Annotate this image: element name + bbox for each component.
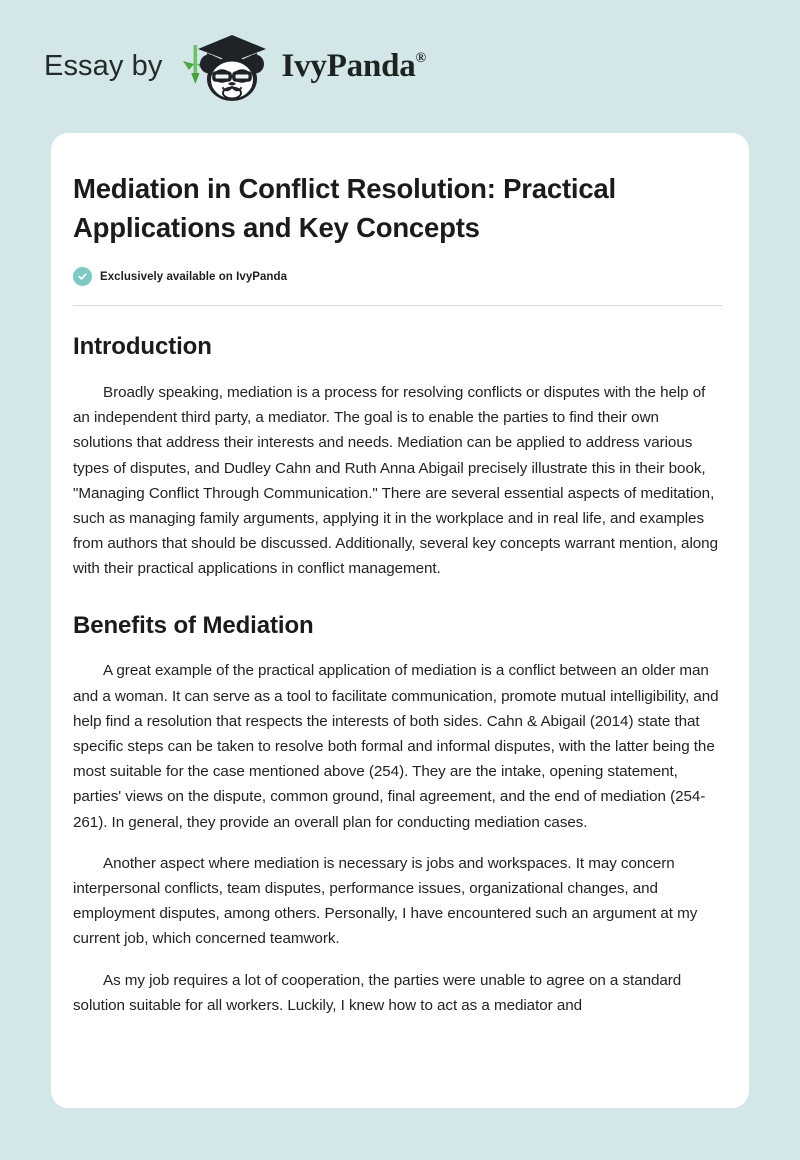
brand-wordmark — [281, 50, 425, 83]
brand-name-text: IvyPanda — [281, 48, 416, 84]
check-circle-icon — [73, 267, 92, 286]
panda-graduate-logo-icon — [176, 31, 272, 103]
page-header — [0, 0, 800, 133]
essay-document-card — [51, 133, 749, 1108]
status-badge — [73, 267, 722, 286]
section-heading-benefits-of-mediation: Benefits of Mediation — [73, 611, 314, 639]
brand-lockup[interactable] — [44, 31, 426, 103]
paragraph: Another aspect where mediation is necessary is jobs and workspaces. It may concern interpersonal conflicts, team disputes, performance issues, organizational changes, and employment disputes, among others. Personally, I have encountered such an argument at my current job, which concerned teamwork. — [73, 854, 698, 948]
status-badge-label: Exclusively available on IvyPanda — [100, 270, 288, 283]
brand-logo-group[interactable] — [176, 31, 425, 103]
paragraph: As my job requires a lot of cooperation, the parties were unable to agree on a standard solution suitable for all workers. Luckily, I knew how to act as a mediator and — [73, 971, 682, 1014]
document-content — [51, 133, 749, 1018]
header-divider — [73, 305, 722, 306]
paragraph: Broadly speaking, mediation is a process for resolving conflicts or disputes with the help of an independent third party, a mediator. The goal is to enable the parties to find their own solutions that address their interests and needs. Mediation can be applied to address various types of disputes, and Dudley Cahn and Ruth Anna Abigail precisely illustrate this in their book, "Managing Conflict Through Communication." There are several essential aspects of meditation, such as managing family arguments, applying it in the workplace and in real life, and examples from authors that should be discussed. Additionally, several key concepts warrant mention, along with their practical applications in conflict management. — [73, 383, 718, 578]
essay-by-label: Essay by — [44, 50, 163, 82]
section-heading-introduction: Introduction — [73, 333, 212, 361]
registered-trademark-icon: ® — [415, 51, 426, 66]
page-title: Mediation in Conflict Resolution: Practical Applications and Key Concepts — [73, 173, 616, 244]
paragraph: A great example of the practical application of mediation is a conflict between an older man and a woman. It can serve as a tool to facilitate communication, promote mutual intelligibility, and help find a resolution that respects the interests of both sides. Cahn & Abigail (2014) state that specific steps can be taken to resolve both formal and informal disputes, with the latter being the most suitable for the case mentioned above (254). They are the intake, opening statement, parties' views on the dispute, common ground, final agreement, and the end of mediation (254-261). In general, they provide an overall plan for conducting mediation cases. — [73, 662, 719, 831]
